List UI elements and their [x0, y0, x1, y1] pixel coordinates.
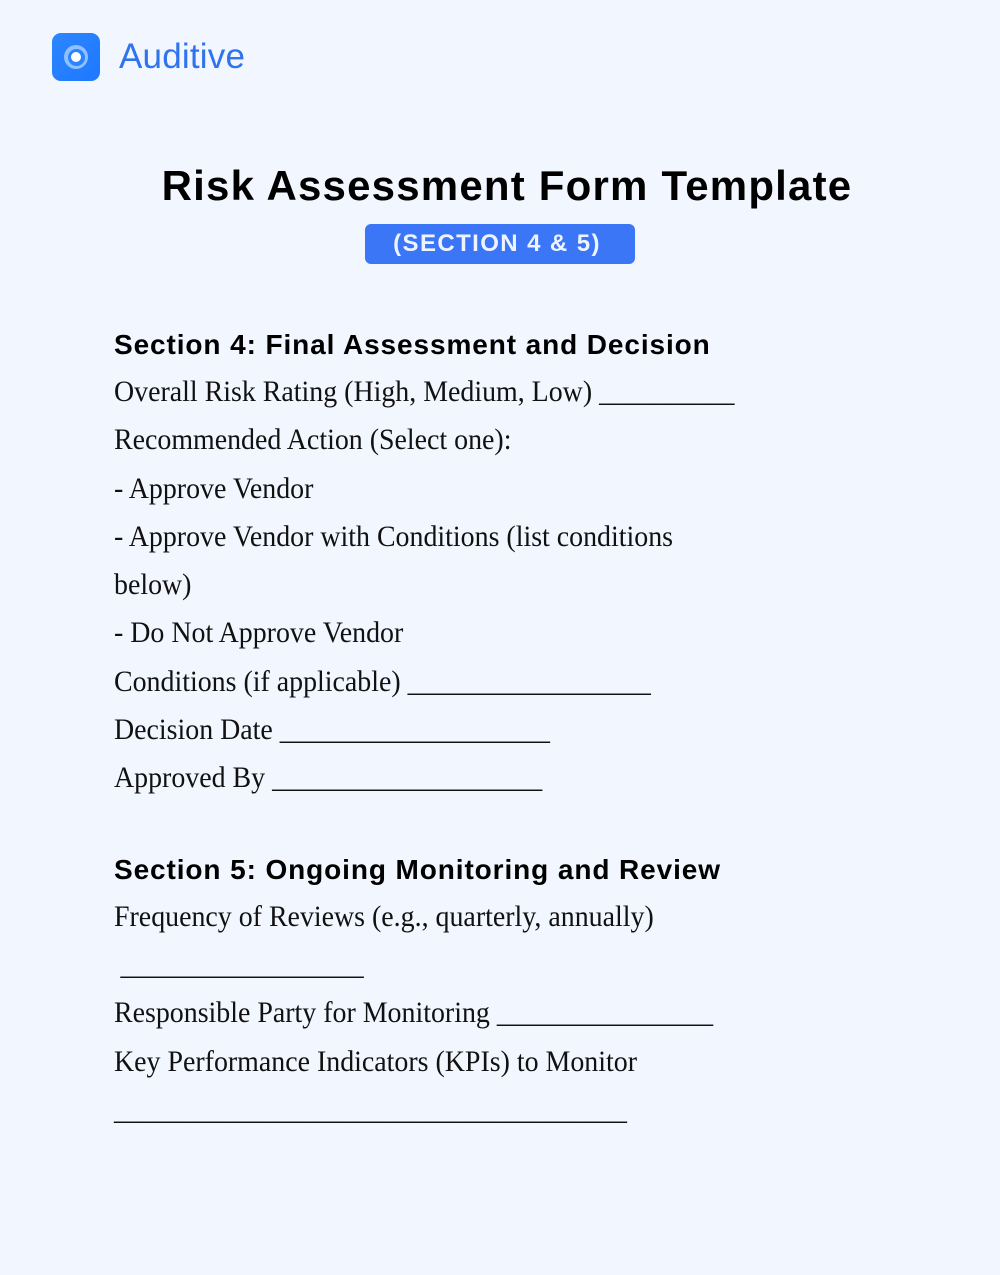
field-label: Key Performance Indicators (KPIs) to Monitor — [114, 1044, 637, 1078]
form-field-recommended-action — [114, 416, 821, 464]
option-approve-vendor[interactable] — [114, 465, 821, 513]
field-label: Recommended Action (Select one): — [114, 423, 512, 457]
form-content — [114, 325, 874, 1134]
form-field-kpis-blank — [114, 1086, 821, 1134]
fill-in-blank[interactable]: __________________ — [114, 947, 364, 981]
brand-header — [52, 33, 245, 81]
section-4 — [114, 325, 874, 803]
form-field-conditions — [114, 658, 821, 706]
form-field-review-frequency-blank — [114, 941, 821, 989]
fill-in-blank[interactable]: __________________ — [407, 664, 651, 698]
option-label: below) — [114, 568, 192, 602]
form-field-overall-risk-rating — [114, 368, 821, 416]
option-do-not-approve[interactable] — [114, 609, 821, 657]
fill-in-blank[interactable]: __________ — [599, 375, 734, 408]
form-field-responsible-party — [114, 989, 821, 1037]
field-label: Frequency of Reviews (e.g., quarterly, annually) — [114, 899, 654, 933]
form-field-kpis — [114, 1038, 821, 1086]
option-approve-with-conditions-continued — [114, 561, 821, 609]
section-heading: Section 4: Final Assessment and Decision — [114, 329, 711, 360]
field-label: Decision Date — [114, 713, 273, 747]
section-badge: (SECTION 4 & 5) — [365, 224, 635, 264]
form-field-review-frequency — [114, 893, 821, 941]
section-heading: Section 5: Ongoing Monitoring and Review — [114, 853, 721, 885]
section-5 — [114, 850, 874, 1134]
section-badge-container — [0, 224, 1000, 264]
page-title: Risk Assessment Form Template — [161, 162, 853, 209]
fill-in-blank[interactable]: ____________________ — [272, 761, 542, 795]
field-label: Conditions (if applicable) — [114, 664, 401, 698]
fill-in-blank[interactable]: ______________________________________ — [114, 1092, 627, 1126]
field-label: Responsible Party for Monitoring — [114, 996, 490, 1030]
form-field-decision-date — [114, 706, 821, 754]
option-label: - Do Not Approve Vendor — [114, 616, 404, 650]
option-label: - Approve Vendor — [114, 471, 314, 505]
option-approve-with-conditions[interactable] — [114, 513, 821, 561]
fill-in-blank[interactable]: ____________________ — [279, 713, 550, 747]
fill-in-blank[interactable]: ________________ — [496, 996, 713, 1030]
option-label: - Approve Vendor with Conditions (list conditions — [114, 519, 674, 553]
form-field-approved-by — [114, 754, 821, 802]
field-label: Approved By — [114, 761, 266, 795]
target-ring-icon — [52, 33, 100, 81]
brand-name: Auditive — [119, 37, 246, 76]
section-spacer — [114, 803, 874, 850]
field-label: Overall Risk Rating (High, Medium, Low) — [114, 375, 593, 408]
